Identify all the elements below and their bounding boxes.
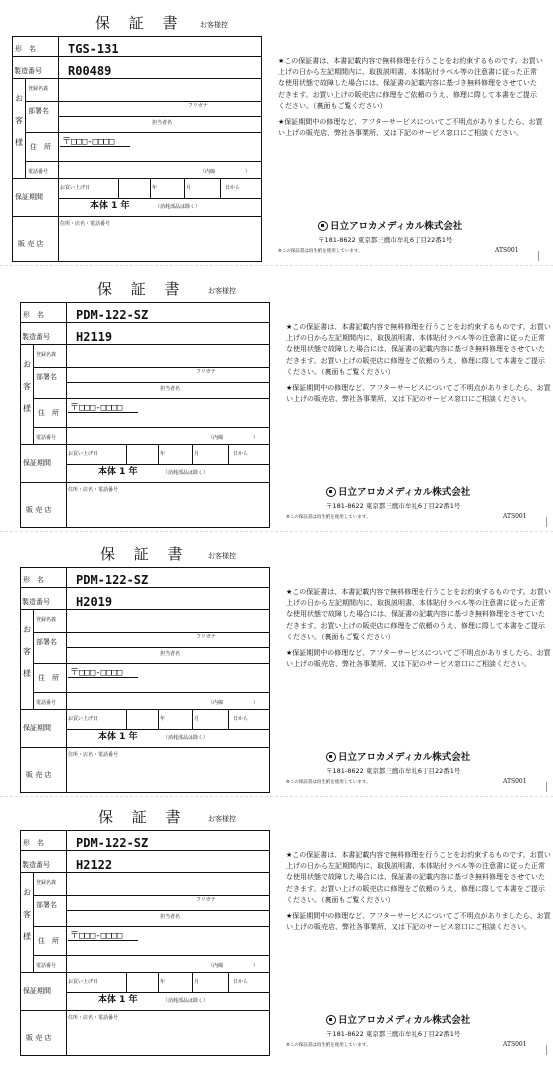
warranty-note-1: ★この保証書は、本書記載内容で無料修理を行うことをお約束するものです。お買い上げの日から左記期間内に、取扱説明書、本体貼付ラベル等の注意書に従った正常な使用状態で故障した場合には、保証書の記載内容に基づき無料修理をさせていただきます。お買い上げの販売店に修理をご依頼のうえ、修理に際して本書をご提示ください。（裏面もご覧ください）	[286, 851, 551, 904]
rule	[66, 302, 67, 528]
address-label: 住 所	[30, 143, 51, 151]
postal-code-field: 〒□□□-□□□□	[70, 403, 123, 413]
rule	[68, 677, 138, 678]
rule	[20, 482, 270, 483]
warranty-note-2: ★保証期間中の修理など、アフターサービスについてご不明点がありましたら、お買い上げの販売店、弊社各事業所、又は下記のサービス窓口にご相談ください。	[278, 118, 543, 138]
warranty-note-2: ★保証期間中の修理など、アフターサービスについてご不明点がありましたら、お買い上げの販売店、弊社各事業所、又は下記のサービス窓口にご相談ください。	[286, 649, 551, 669]
rule	[25, 161, 262, 162]
rule	[66, 992, 270, 993]
serial-label: 製造番号	[22, 861, 50, 869]
warranty-period-value: 本体 1 年	[90, 201, 130, 211]
customer-copy-label: お客様控	[208, 552, 236, 560]
phone-label: 電話番号	[36, 435, 57, 441]
rule	[33, 926, 270, 927]
rule	[228, 444, 229, 464]
department-label: 部署名	[28, 107, 49, 115]
rule	[33, 632, 270, 633]
period-label: 保証期間	[23, 459, 51, 467]
hitachi-mark-icon	[326, 487, 336, 497]
rule	[20, 587, 270, 588]
rule	[33, 663, 270, 664]
warranty-note-2: ★保証期間中の修理など、アフターサービスについてご不明点がありましたら、お買い上げの販売店、弊社各事業所、又は下記のサービス窓口にご相談ください。	[286, 384, 551, 404]
dealer-fields-label: 住所・店名・電話番号	[68, 1015, 119, 1021]
rule	[33, 609, 34, 709]
form-code: ATS001	[503, 1041, 527, 1048]
recycled-paper-note: ※この保証書は再生紙を使用しています。	[286, 780, 371, 785]
model-label: 形 名	[23, 839, 44, 847]
rule	[66, 567, 67, 793]
rule	[58, 198, 262, 199]
purchase-date-label: お買い上げ日	[68, 451, 99, 457]
card-title: 保 証 書	[98, 808, 188, 826]
warranty-note-1: ★この保証書は、本書記載内容で無料修理を行うことをお約束するものです。お買い上げの日から左記期間内に、取扱説明書、本体貼付ラベル等の注意書に従った正常な使用状態で故障した場合には、保証書の記載内容に基づき無料修理をさせていただきます。お買い上げの販売店に修理をご依頼のうえ、修理に際して本書をご提示ください。（裏面もご覧ください）	[286, 588, 551, 641]
cut-line	[0, 796, 553, 797]
rule	[228, 709, 229, 729]
period-label: 保証期間	[15, 193, 43, 201]
consumables-note: （消耗部品は除く）	[163, 735, 209, 741]
address-label: 住 所	[38, 937, 59, 945]
address-label: 住 所	[38, 674, 59, 682]
extension-label: （内線 ）	[200, 169, 251, 175]
customer-vertical-label: お 客 様	[15, 94, 23, 147]
registered-name-label: 登録名義	[36, 352, 57, 358]
rule	[33, 895, 270, 896]
rule	[66, 910, 270, 911]
rule	[33, 955, 270, 956]
model-number: PDM-122-SZ	[76, 308, 149, 322]
rule	[33, 367, 270, 368]
hitachi-mark-icon	[326, 752, 336, 762]
furigana-label: フリガナ	[196, 369, 216, 375]
customer-copy-label: お客様控	[208, 287, 236, 295]
consumables-note: （消耗部品は除く）	[155, 204, 201, 210]
warranty-period-value: 本体 1 年	[98, 995, 138, 1005]
recycled-paper-note: ※この保証書は再生紙を使用しています。	[286, 1043, 371, 1048]
customer-copy-label: お客様控	[200, 21, 228, 29]
person-in-charge-label: 担当者名	[160, 651, 181, 657]
warranty-notes	[286, 850, 551, 938]
rule	[220, 178, 221, 198]
serial-label: 製造番号	[22, 598, 50, 606]
rule	[33, 692, 270, 693]
extension-label: （内線 ）	[208, 435, 259, 441]
rule	[126, 709, 127, 729]
warranty-card	[0, 800, 553, 1060]
model-label: 形 名	[23, 311, 44, 319]
rule	[192, 972, 193, 992]
warranty-card	[0, 537, 553, 797]
serial-label: 製造番号	[22, 333, 50, 341]
consumables-note: （消耗部品は除く）	[163, 998, 209, 1004]
dealer-label: 販 売 店	[18, 240, 44, 248]
rule	[33, 398, 270, 399]
postal-code-field: 〒□□□-□□□□	[62, 137, 115, 147]
model-number: PDM-122-SZ	[76, 573, 149, 587]
warranty-card	[0, 6, 553, 266]
warranty-period-value: 本体 1 年	[98, 467, 138, 477]
department-label: 部署名	[36, 373, 57, 381]
day-from-label: 日から	[233, 451, 249, 457]
rule	[158, 972, 159, 992]
dealer-label: 販 売 店	[26, 1034, 52, 1042]
year-label: 年	[160, 451, 166, 457]
serial-label: 製造番号	[14, 67, 42, 75]
warranty-period-value: 本体 1 年	[98, 732, 138, 742]
registered-name-label: 登録名義	[36, 617, 57, 623]
day-from-label: 日から	[233, 716, 249, 722]
rule	[20, 850, 270, 851]
form-code: ATS001	[495, 247, 519, 254]
person-in-charge-label: 担当者名	[160, 914, 181, 920]
rule	[66, 382, 270, 383]
rule	[25, 101, 262, 102]
company-logo: 日立アロカメディカル株式会社	[326, 484, 470, 498]
registered-name-label: 登録名義	[28, 86, 49, 92]
company-address: 〒181-8622 東京都三鷹市牟礼6丁目22番1号	[326, 502, 461, 510]
person-in-charge-label: 担当者名	[160, 386, 181, 392]
rule	[12, 56, 262, 57]
rule	[33, 427, 270, 428]
rule	[20, 872, 270, 873]
rule	[58, 36, 59, 262]
rule	[192, 709, 193, 729]
recycled-paper-note: ※この保証書は再生紙を使用しています。	[278, 249, 363, 254]
serial-number: H2019	[76, 595, 113, 609]
company-address: 〒181-8622 東京都三鷹市牟礼6丁目22番1号	[326, 1030, 461, 1038]
perforation	[546, 1045, 547, 1055]
rule	[20, 709, 270, 710]
rule	[66, 729, 270, 730]
period-label: 保証期間	[23, 724, 51, 732]
company-logo: 日立アロカメディカル株式会社	[318, 218, 462, 232]
phone-label: 電話番号	[28, 169, 49, 175]
rule	[68, 412, 138, 413]
rule	[12, 216, 262, 217]
company-logo: 日立アロカメディカル株式会社	[326, 1012, 470, 1026]
person-in-charge-label: 担当者名	[152, 120, 173, 126]
rule	[20, 747, 270, 748]
month-label: 月	[194, 716, 200, 722]
cut-line	[0, 531, 553, 532]
rule	[126, 444, 127, 464]
dealer-fields-label: 住所・店名・電話番号	[68, 752, 119, 758]
company-logo: 日立アロカメディカル株式会社	[326, 749, 470, 763]
day-from-label: 日から	[233, 979, 249, 985]
customer-vertical-label: お 客 様	[23, 625, 31, 678]
dealer-label: 販 売 店	[26, 506, 52, 514]
rule	[66, 464, 270, 465]
warranty-note-1: ★この保証書は、本書記載内容で無料修理を行うことをお約束するものです。お買い上げの日から左記期間内に、取扱説明書、本体貼付ラベル等の注意書に従った正常な使用状態で故障した場合には、保証書の記載内容に基づき無料修理をさせていただきます。お買い上げの販売店に修理をご依頼のうえ、修理に際して本書をご提示ください。（裏面もご覧ください）	[286, 323, 551, 376]
furigana-label: フリガナ	[196, 897, 216, 903]
rule	[20, 972, 270, 973]
furigana-label: フリガナ	[196, 634, 216, 640]
rule	[66, 647, 270, 648]
rule	[66, 830, 67, 1056]
extension-label: （内線 ）	[208, 700, 259, 706]
rule	[58, 116, 262, 117]
warranty-notes	[286, 322, 551, 410]
rule	[184, 178, 185, 198]
rule	[12, 78, 262, 79]
rule	[20, 444, 270, 445]
rule	[33, 872, 34, 972]
serial-number: R00489	[68, 64, 112, 78]
customer-vertical-label: お 客 様	[23, 888, 31, 941]
rule	[25, 78, 26, 178]
card-title: 保 証 書	[100, 545, 190, 563]
serial-number: H2119	[76, 330, 113, 344]
customer-vertical-label: お 客 様	[23, 360, 31, 413]
purchase-date-label: お買い上げ日	[60, 185, 91, 191]
department-label: 部署名	[36, 638, 57, 646]
address-label: 住 所	[38, 409, 59, 417]
month-label: 月	[186, 185, 192, 191]
dealer-label: 販 売 店	[26, 771, 52, 779]
rule	[60, 146, 130, 147]
rule	[126, 972, 127, 992]
period-label: 保証期間	[23, 987, 51, 995]
day-from-label: 日から	[225, 185, 241, 191]
rule	[20, 1010, 270, 1011]
rule	[228, 972, 229, 992]
postal-code-field: 〒□□□-□□□□	[70, 931, 123, 941]
rule	[20, 344, 270, 345]
department-label: 部署名	[36, 901, 57, 909]
model-number: TGS-131	[68, 42, 119, 56]
month-label: 月	[194, 451, 200, 457]
rule	[158, 709, 159, 729]
model-label: 形 名	[23, 576, 44, 584]
recycled-paper-note: ※この保証書は再生紙を使用しています。	[286, 515, 371, 520]
customer-copy-label: お客様控	[208, 815, 236, 823]
year-label: 年	[160, 979, 166, 985]
warranty-notes	[278, 56, 543, 144]
purchase-date-label: お買い上げ日	[68, 979, 99, 985]
perforation	[546, 782, 547, 792]
card-title: 保 証 書	[97, 280, 187, 298]
phone-label: 電話番号	[36, 963, 57, 969]
postal-code-field: 〒□□□-□□□□	[70, 668, 123, 678]
registered-name-label: 登録名義	[36, 880, 57, 886]
model-label: 形 名	[15, 45, 36, 53]
perforation	[538, 251, 539, 261]
extension-label: （内線 ）	[208, 963, 259, 969]
year-label: 年	[152, 185, 158, 191]
dealer-fields-label: 住所・店名・電話番号	[60, 221, 111, 227]
rule	[192, 444, 193, 464]
year-label: 年	[160, 716, 166, 722]
rule	[118, 178, 119, 198]
warranty-notes	[286, 587, 551, 675]
purchase-date-label: お買い上げ日	[68, 716, 99, 722]
rule	[150, 178, 151, 198]
rule	[68, 940, 138, 941]
company-address: 〒181-8622 東京都三鷹市牟礼6丁目22番1号	[326, 767, 461, 775]
serial-number: H2122	[76, 858, 113, 872]
company-address: 〒181-8622 東京都三鷹市牟礼6丁目22番1号	[318, 236, 453, 244]
rule	[33, 344, 34, 444]
rule	[20, 322, 270, 323]
month-label: 月	[194, 979, 200, 985]
form-code: ATS001	[503, 513, 527, 520]
warranty-card	[0, 272, 553, 532]
rule	[25, 132, 262, 133]
rule	[158, 444, 159, 464]
hitachi-mark-icon	[318, 221, 328, 231]
rule	[12, 178, 262, 179]
rule	[20, 609, 270, 610]
model-number: PDM-122-SZ	[76, 836, 149, 850]
consumables-note: （消耗部品は除く）	[163, 470, 209, 476]
card-title: 保 証 書	[95, 14, 185, 32]
phone-label: 電話番号	[36, 700, 57, 706]
dealer-fields-label: 住所・店名・電話番号	[68, 487, 119, 493]
cut-line	[0, 265, 553, 266]
warranty-note-1: ★この保証書は、本書記載内容で無料修理を行うことをお約束するものです。お買い上げの日から左記期間内に、取扱説明書、本体貼付ラベル等の注意書に従った正常な使用状態で故障した場合には、保証書の記載内容に基づき無料修理をさせていただきます。お買い上げの販売店に修理をご依頼のうえ、修理に際して本書をご提示ください。（裏面もご覧ください）	[278, 57, 543, 110]
furigana-label: フリガナ	[188, 103, 208, 109]
form-code: ATS001	[503, 778, 527, 785]
hitachi-mark-icon	[326, 1015, 336, 1025]
warranty-note-2: ★保証期間中の修理など、アフターサービスについてご不明点がありましたら、お買い上げの販売店、弊社各事業所、又は下記のサービス窓口にご相談ください。	[286, 912, 551, 932]
perforation	[546, 517, 547, 527]
